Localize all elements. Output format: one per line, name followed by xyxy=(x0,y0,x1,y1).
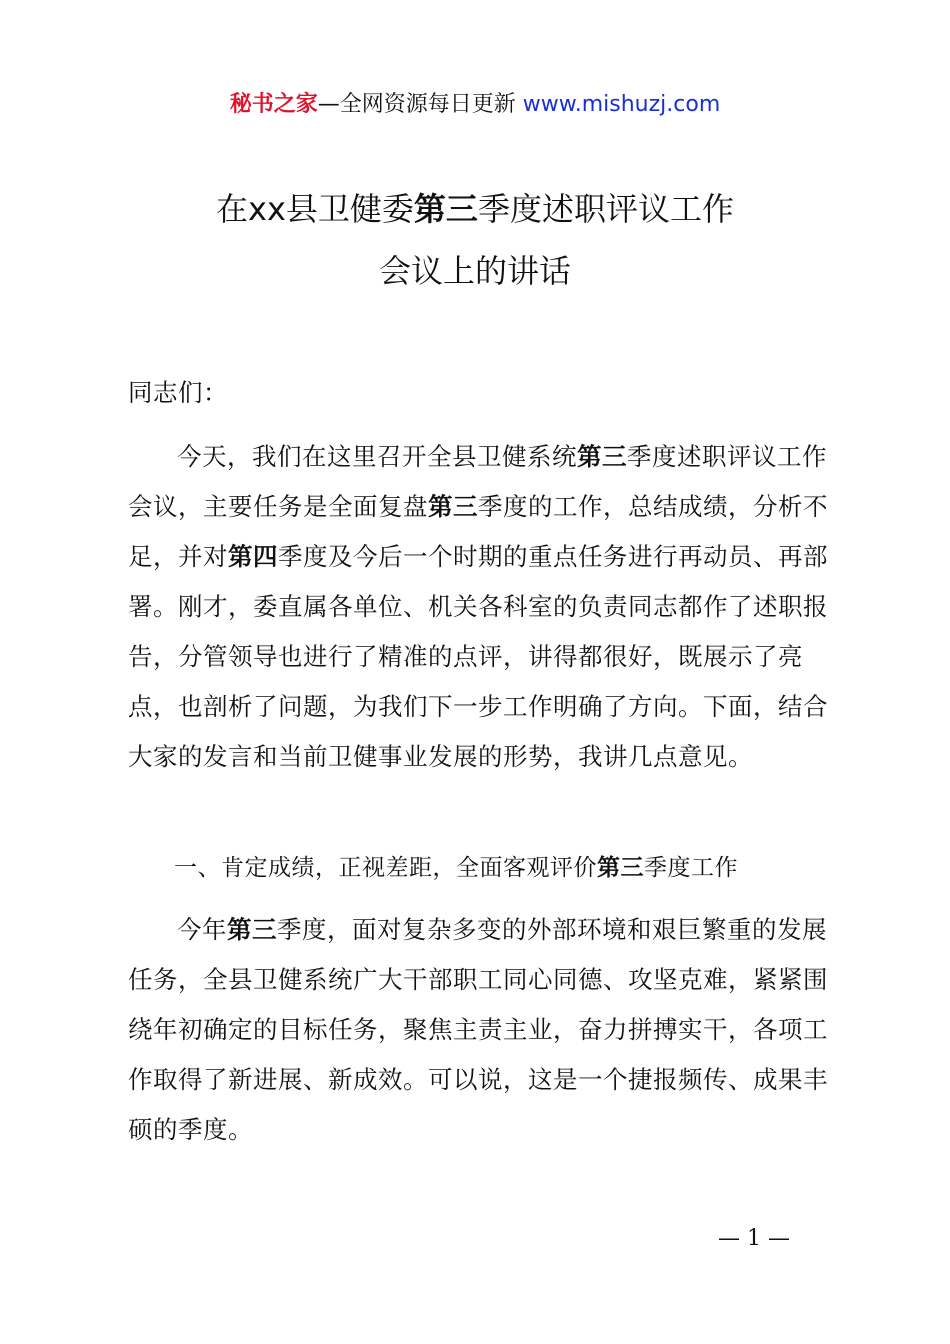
p1-text-3: 季度的工作，总结成绩，分析不足，并对 xyxy=(128,492,828,571)
section-heading-1 xyxy=(128,843,848,893)
document-title-line-2: 会议上的讲话 xyxy=(378,252,571,290)
p2-text-1: 今年 xyxy=(177,915,227,944)
site-banner xyxy=(0,88,950,122)
greeting: 同志们： xyxy=(128,378,228,407)
p1-bold-3: 第四 xyxy=(228,542,278,571)
site-url-link[interactable]: www.mishuzj.com xyxy=(522,92,721,117)
h1-text-1: 一、肯定成绩，正视差距，全面客观评价 xyxy=(174,855,597,881)
title-prefix: 在xx县卫健委 xyxy=(216,190,414,228)
title-bold: 第三 xyxy=(413,190,478,228)
h1-bold-1: 第三 xyxy=(597,855,644,881)
p2-bold-1: 第三 xyxy=(227,915,277,944)
p1-text-4: 季度及今后一个时期的重点任务进行再动员、再部署。刚才，委直属各单位、机关各科室的负责同志都作了述职报告，分管领导也进行了精准的点评，讲得都很好，既展示了亮点，也剖析了问题，为我们下一步工作明确了方向。下面，结合大家的发言和当前卫健事业发展的形势，我讲几点意见。 xyxy=(128,542,828,771)
brand-name: 秘书之家 xyxy=(229,92,318,117)
banner-tagline: —全网资源每日更新 xyxy=(317,92,523,117)
p1-bold-2: 第三 xyxy=(428,492,478,521)
document-title-line-1 xyxy=(0,186,950,232)
h1-text-2: 季度工作 xyxy=(644,855,738,881)
page-number: — 1 — xyxy=(718,1226,790,1251)
p2-text-2: 季度，面对复杂多变的外部环境和艰巨繁重的发展任务，全县卫健系统广大干部职工同心同德、攻坚克难，紧紧围绕年初确定的目标任务，聚焦主责主业，奋力拼搏实干，各项工作取得了新进展、新成效。可以说，这是一个捷报频传、成果丰硕的季度。 xyxy=(128,915,828,1144)
p1-bold-1: 第三 xyxy=(577,442,627,471)
paragraph-1 xyxy=(128,432,848,782)
paragraph-2 xyxy=(128,905,848,1155)
p1-text-1: 今天，我们在这里召开全县卫健系统 xyxy=(177,442,577,471)
title-suffix: 季度述职评议工作 xyxy=(477,190,734,228)
p1-text-2: 季度述职评议工作会议，主要任务是全面复盘 xyxy=(128,442,827,521)
